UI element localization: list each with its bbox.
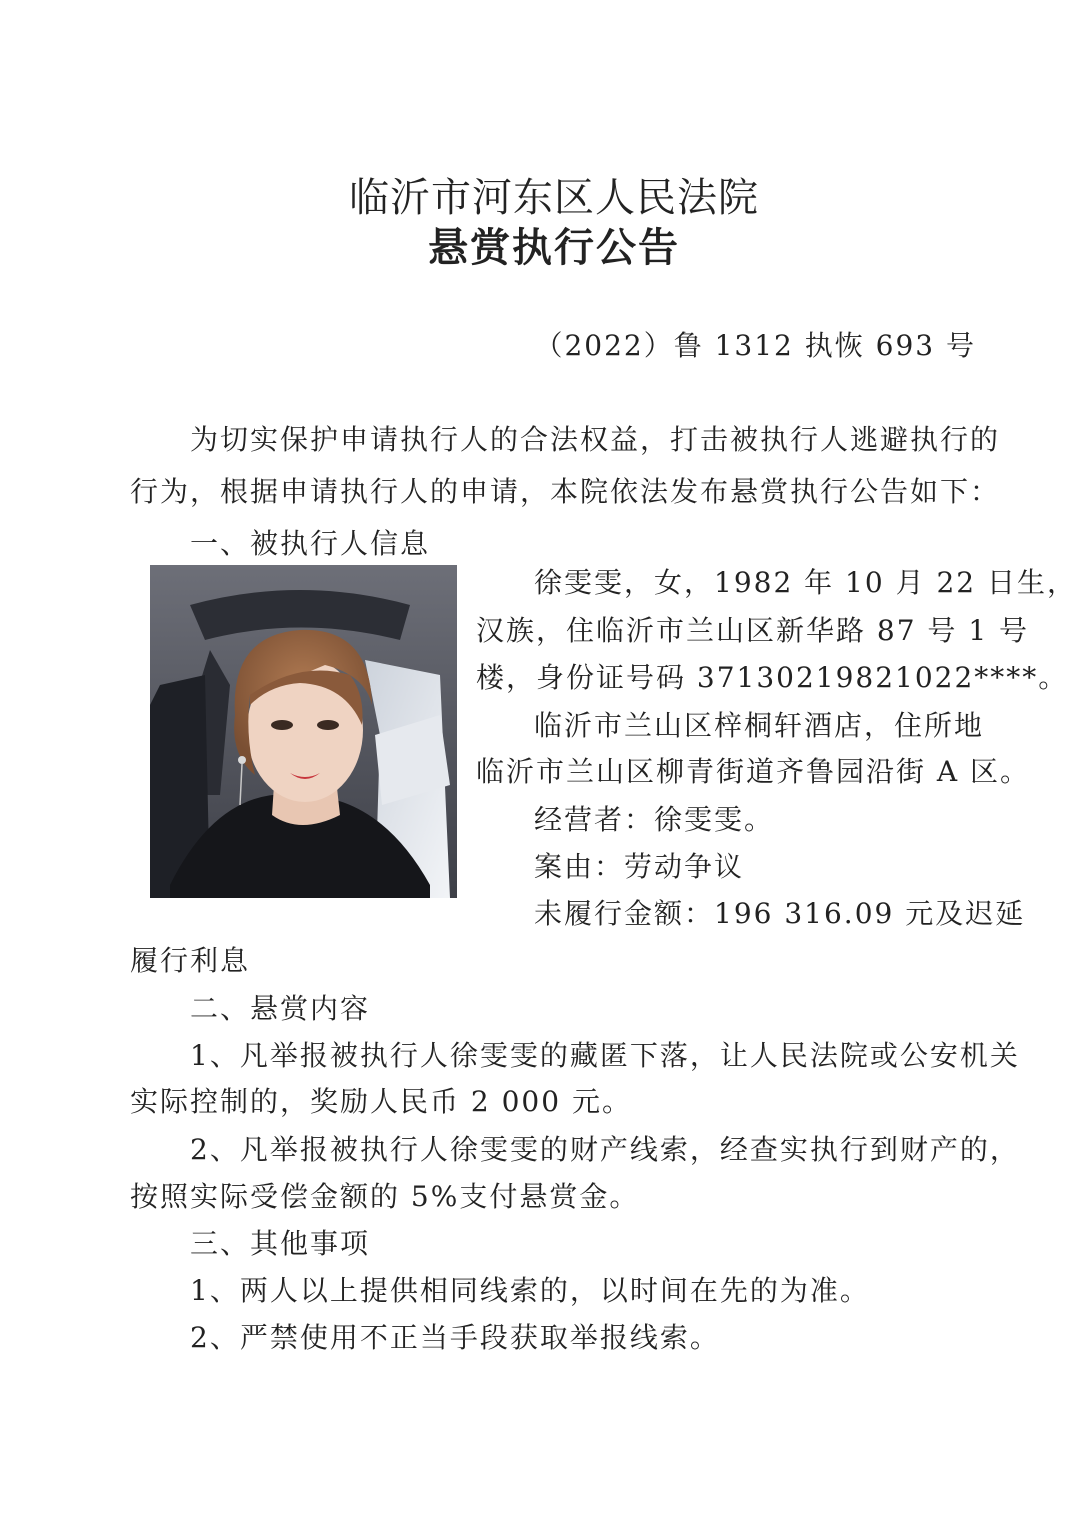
reward-item1-line-1: 1、凡举报被执行人徐雯雯的藏匿下落，让人民法院或公安机关 [190, 1039, 1020, 1072]
operator-line: 经营者：徐雯雯。 [534, 803, 775, 836]
cause-line: 案由：劳动争议 [534, 850, 745, 883]
notice-title: 悬赏执行公告 [428, 224, 680, 271]
section1-heading: 一、被执行人信息 [190, 527, 431, 560]
respondent-photo [150, 565, 457, 898]
person-line-1: 徐雯雯，女，1982 年 10 月 22 日生， [534, 566, 1078, 599]
section3-heading: 三、其他事项 [190, 1227, 371, 1260]
amount-line-1: 未履行金额：196 316.09 元及迟延 [534, 897, 1026, 930]
business-line-1: 临沂市兰山区梓桐轩酒店，住所地 [534, 709, 985, 742]
amount-line-2: 履行利息 [130, 944, 251, 977]
reward-item2-line-1: 2、凡举报被执行人徐雯雯的财产线索，经查实执行到财产的， [190, 1133, 1020, 1166]
court-name: 临沂市河东区人民法院 [349, 175, 759, 221]
other-item-2: 2、严禁使用不正当手段获取举报线索。 [190, 1321, 720, 1354]
person-line-2: 汉族，住临沂市兰山区新华路 87 号 1 号 [476, 614, 1030, 647]
business-line-2: 临沂市兰山区柳青街道齐鲁园沿街 A 区。 [476, 755, 1031, 788]
reward-item1-line-2: 实际控制的，奖励人民币 2 000 元。 [130, 1085, 632, 1118]
case-number: （2022）鲁 1312 执恢 693 号 [534, 329, 976, 362]
intro-line-2: 行为，根据申请执行人的申请，本院依法发布悬赏执行公告如下： [130, 475, 1001, 508]
section2-heading: 二、悬赏内容 [190, 992, 371, 1025]
person-line-3: 楼，身份证号码 37130219821022****。 [476, 661, 1069, 694]
reward-item2-line-2: 按照实际受偿金额的 5%支付悬赏金。 [130, 1180, 640, 1213]
other-item-1: 1、两人以上提供相同线索的，以时间在先的为准。 [190, 1274, 870, 1307]
intro-line-1: 为切实保护申请执行人的合法权益，打击被执行人逃避执行的 [190, 423, 1001, 456]
